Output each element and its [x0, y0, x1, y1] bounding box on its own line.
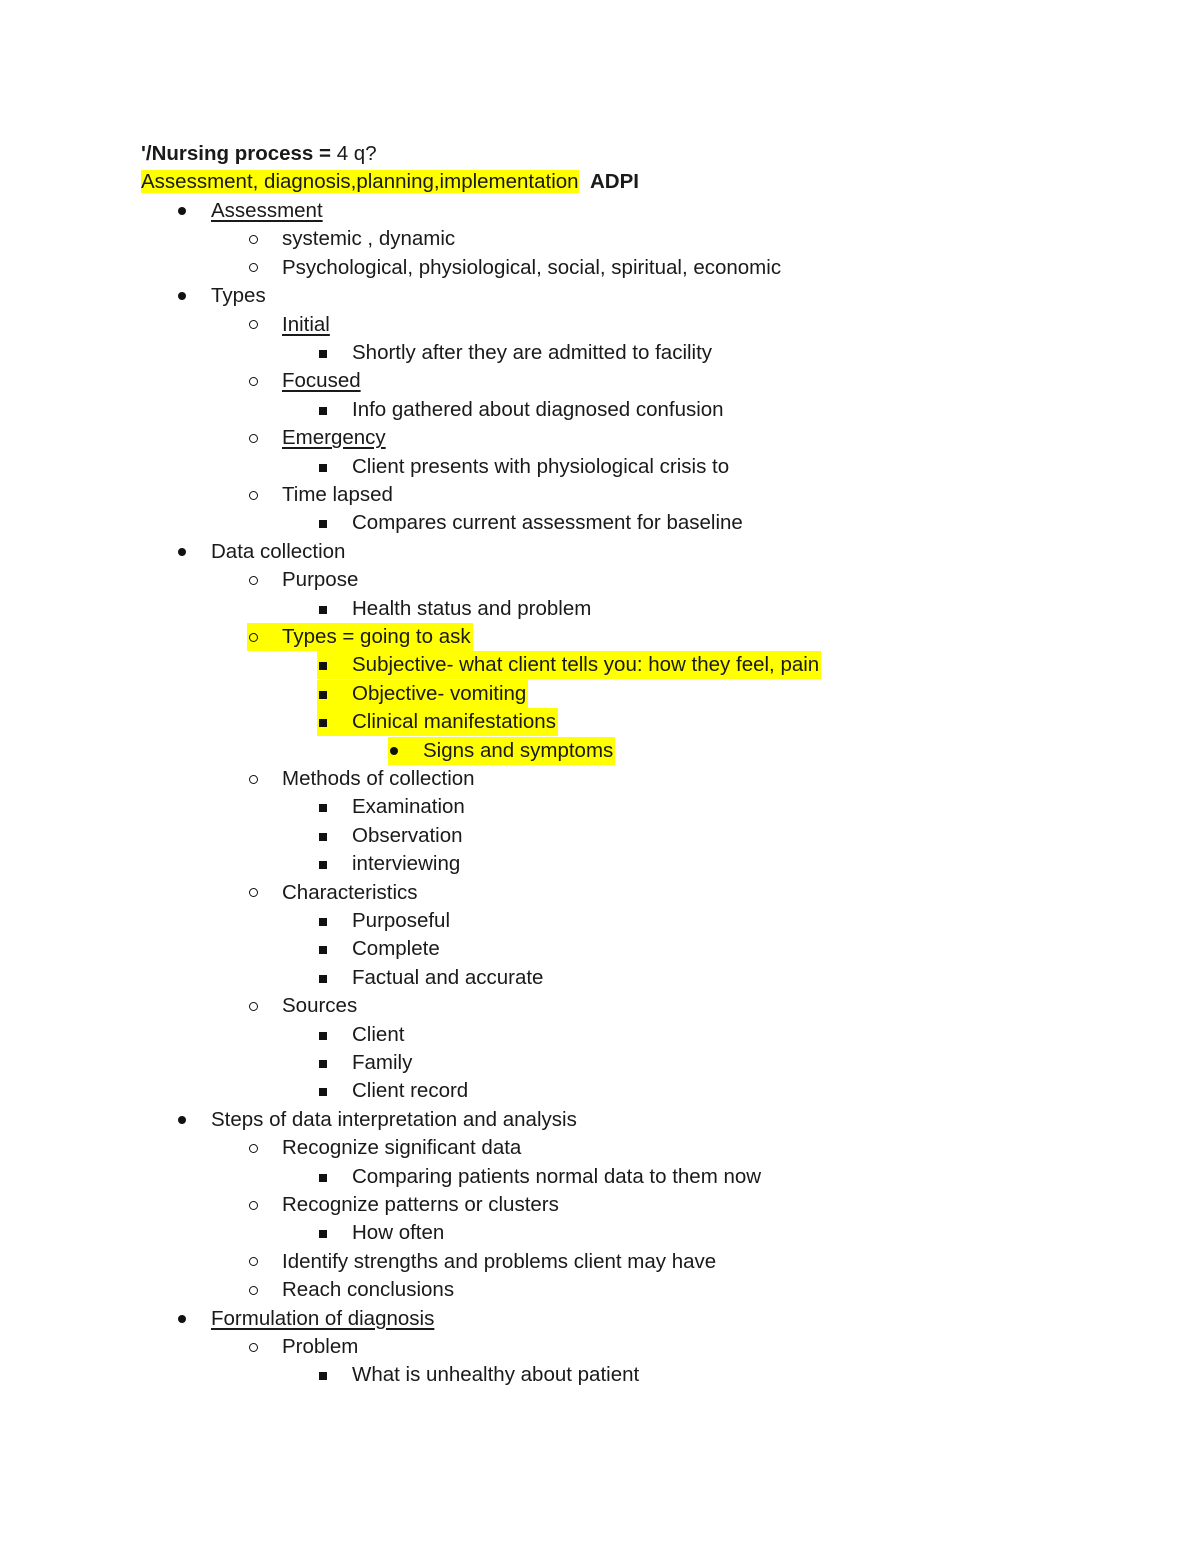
list-item-text: Subjective- what client tells you: how they feel, pain [352, 653, 820, 677]
subtitle-line [141, 168, 639, 196]
list-item [0, 964, 1200, 992]
list-item-text: Data collection [211, 539, 346, 563]
list-item [0, 907, 1200, 935]
list-item-text: Purposeful [352, 909, 451, 932]
list-item-text: Purpose [282, 568, 359, 592]
list-item-text: Complete [352, 937, 440, 961]
list-item-text: Characteristics [282, 880, 418, 904]
bullet-square-icon [319, 861, 327, 869]
list-item [0, 1305, 1200, 1333]
list-item [0, 623, 1200, 651]
bullet-circle-icon [249, 1343, 258, 1352]
bullet-square-icon [319, 1060, 327, 1068]
list-item [0, 935, 1200, 963]
bullet-square-icon [319, 975, 327, 983]
list-item [0, 1361, 1200, 1389]
list-item-text: Methods of collection [282, 767, 475, 790]
subtitle-tail: ADPI [589, 170, 639, 193]
list-item-text: Problem [282, 1335, 359, 1358]
list-item [0, 424, 1200, 452]
bullet-circle-icon [249, 633, 258, 642]
list-item [0, 1219, 1200, 1247]
bullet-square-icon [319, 719, 327, 727]
bullet-square-icon [319, 833, 327, 841]
bullet-disc-icon [178, 1315, 186, 1323]
list-item [0, 1163, 1200, 1191]
list-item-text: interviewing [352, 852, 461, 876]
list-item [0, 822, 1200, 850]
list-item [0, 1049, 1200, 1077]
list-item [0, 538, 1200, 566]
bullet-disc-icon [178, 207, 186, 215]
list-item-text: Assessment [211, 199, 323, 222]
list-item [0, 1021, 1200, 1049]
list-item [0, 708, 1200, 736]
list-item [0, 339, 1200, 367]
list-item-text: Identify strengths and problems client may have [282, 1249, 717, 1273]
bullet-circle-icon [249, 263, 258, 272]
bullet-circle-icon [249, 491, 258, 500]
list-item [0, 197, 1200, 225]
list-item [0, 992, 1200, 1020]
list-item-text: Shortly after they are admitted to facility [352, 341, 713, 364]
list-item [0, 680, 1200, 708]
bullet-square-icon [319, 662, 327, 670]
list-item-text: Focused [282, 369, 361, 393]
list-item-text: Steps of data interpretation and analysis [211, 1107, 577, 1131]
bullet-square-icon [319, 350, 327, 358]
bullet-square-icon [319, 606, 327, 614]
list-item-text: Sources [282, 994, 358, 1018]
title-suffix: 4 q? [336, 142, 377, 165]
list-item-text: Examination [352, 795, 465, 819]
bullet-circle-icon [249, 320, 258, 329]
list-item [0, 282, 1200, 310]
list-item [0, 850, 1200, 878]
list-item [0, 453, 1200, 481]
bullet-circle-icon [249, 1286, 258, 1295]
bullet-square-icon [319, 407, 327, 415]
bullet-square-icon [319, 520, 327, 528]
list-item-text: Types = going to ask [282, 625, 471, 648]
list-item-text: Client presents with physiological crisis to [352, 454, 730, 478]
list-item-text: Health status and problem [352, 596, 592, 620]
list-item [0, 1276, 1200, 1304]
title-prefix: '/Nursing process = [141, 142, 337, 165]
bullet-square-icon [319, 1372, 327, 1380]
list-item [0, 793, 1200, 821]
bullet-circle-icon [249, 1201, 258, 1210]
list-item-text: Clinical manifestations [352, 710, 556, 734]
list-item [0, 225, 1200, 253]
bullet-square-icon [319, 918, 327, 926]
bullet-circle-icon [249, 1144, 258, 1153]
bullet-disc-icon [178, 548, 186, 556]
list-item-text: Recognize patterns or clusters [282, 1193, 559, 1216]
bullet-square-icon [319, 946, 327, 954]
list-item [0, 595, 1200, 623]
list-item-text: Client record [352, 1079, 469, 1103]
list-item-text: Client [352, 1022, 405, 1046]
title-line [141, 140, 377, 168]
list-item-text: What is unhealthy about patient [352, 1363, 640, 1387]
list-item [0, 1077, 1200, 1105]
list-item-text: Time lapsed [282, 483, 393, 506]
list-item [0, 651, 1200, 679]
list-item [0, 879, 1200, 907]
list-item-text: Formulation of diagnosis [211, 1306, 435, 1330]
list-item [0, 367, 1200, 395]
list-item-text: systemic , dynamic [282, 227, 456, 251]
list-item [0, 254, 1200, 282]
list-item-text: How often [352, 1221, 445, 1245]
list-item-text: Psychological, physiological, social, spiritual, economic [282, 255, 782, 279]
bullet-square-icon [319, 804, 327, 812]
bullet-circle-icon [249, 775, 258, 784]
list-item [0, 1333, 1200, 1361]
bullet-circle-icon [249, 1257, 258, 1266]
bullet-disc-icon [178, 292, 186, 300]
list-item-text: Recognize significant data [282, 1136, 522, 1160]
list-item [0, 566, 1200, 594]
list-item-text: Objective- vomiting [352, 681, 527, 705]
list-item-text: Factual and accurate [352, 965, 544, 989]
list-item-text: Family [352, 1051, 413, 1074]
list-item-text: Comparing patients normal data to them now [352, 1164, 762, 1188]
list-item [0, 1134, 1200, 1162]
bullet-circle-icon [249, 1002, 258, 1011]
list-item-text: Initial [282, 312, 330, 336]
list-item [0, 481, 1200, 509]
bullet-square-icon [319, 464, 327, 472]
list-item-text: Observation [352, 823, 463, 847]
list-item-text: Emergency [282, 426, 386, 450]
list-item-text: Signs and symptoms [423, 738, 614, 762]
list-item [0, 765, 1200, 793]
list-item [0, 396, 1200, 424]
list-item [0, 509, 1200, 537]
subtitle-highlighted: Assessment, diagnosis,planning,implementation [141, 170, 579, 193]
bullet-circle-icon [249, 888, 258, 897]
bullet-circle-icon [249, 576, 258, 585]
bullet-square-icon [319, 1230, 327, 1238]
bullet-square-icon [319, 691, 327, 699]
bullet-square-icon [319, 1032, 327, 1040]
list-item-text: Reach conclusions [282, 1278, 455, 1302]
bullet-square-icon [319, 1174, 327, 1182]
list-item-text: Info gathered about diagnosed confusion [352, 397, 724, 421]
list-item [0, 311, 1200, 339]
list-item [0, 1106, 1200, 1134]
list-item [0, 1191, 1200, 1219]
list-item-text: Compares current assessment for baseline [352, 511, 743, 535]
bullet-circle-icon [249, 377, 258, 386]
bullet-circle-icon [249, 235, 258, 244]
list-item-text: Types [211, 284, 266, 308]
bullet-disc-icon [178, 1116, 186, 1124]
list-item [0, 1248, 1200, 1276]
bullet-circle-icon [249, 434, 258, 443]
bullet-disc-icon [390, 747, 398, 755]
list-item [0, 737, 1200, 765]
bullet-square-icon [319, 1088, 327, 1096]
